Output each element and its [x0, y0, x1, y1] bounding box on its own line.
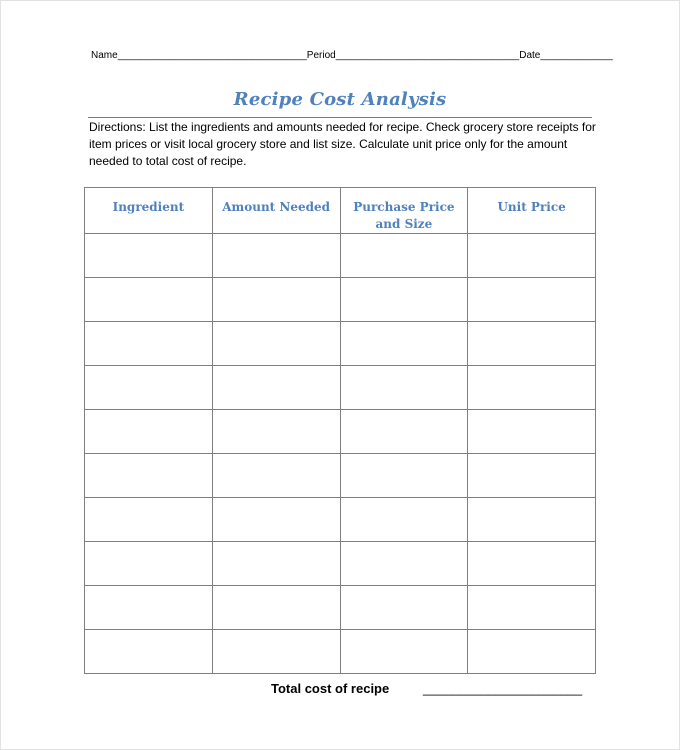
cell-amount-needed[interactable] [212, 454, 340, 498]
table-row [85, 278, 596, 322]
period-label: Period [306, 50, 336, 61]
period-blank: _________________________________ [335, 50, 520, 61]
cell-purchase-price[interactable] [340, 630, 468, 674]
table-row [85, 498, 596, 542]
column-header-ingredient: Ingredient [85, 188, 213, 234]
cell-ingredient[interactable] [85, 278, 213, 322]
column-header-amount-needed: Amount Needed [212, 188, 340, 234]
cell-unit-price[interactable] [468, 410, 596, 454]
table-row [85, 234, 596, 278]
cell-amount-needed[interactable] [212, 542, 340, 586]
date-label: Date [519, 50, 541, 61]
cell-amount-needed[interactable] [212, 498, 340, 542]
table-row [85, 542, 596, 586]
cell-amount-needed[interactable] [212, 278, 340, 322]
cell-unit-price[interactable] [468, 586, 596, 630]
cell-purchase-price[interactable] [340, 234, 468, 278]
cell-purchase-price[interactable] [340, 586, 468, 630]
cell-ingredient[interactable] [85, 498, 213, 542]
cell-purchase-price[interactable] [340, 542, 468, 586]
cell-ingredient[interactable] [85, 586, 213, 630]
directions-text: Directions: List the ingredients and amounts needed for recipe. Check grocery store receipts for item prices or visit local grocery store and list size. Calculate unit price only for the amount needed to total cost of recipe. [89, 120, 596, 168]
cell-amount-needed[interactable] [212, 234, 340, 278]
cell-ingredient[interactable] [85, 454, 213, 498]
cell-purchase-price[interactable] [340, 454, 468, 498]
page-title: Recipe Cost Analysis [233, 89, 447, 110]
name-blank: __________________________________ [117, 50, 307, 61]
recipe-cost-table [84, 187, 596, 674]
table-row [85, 410, 596, 454]
cell-ingredient[interactable] [85, 410, 213, 454]
cell-purchase-price[interactable] [340, 410, 468, 454]
cell-ingredient[interactable] [85, 234, 213, 278]
cell-amount-needed[interactable] [212, 586, 340, 630]
cell-purchase-price[interactable] [340, 278, 468, 322]
cell-amount-needed[interactable] [212, 410, 340, 454]
total-cost-label: Total cost of recipe [271, 681, 390, 696]
cell-ingredient[interactable] [85, 366, 213, 410]
column-header-unit-price: Unit Price [468, 188, 596, 234]
cell-ingredient[interactable] [85, 630, 213, 674]
table-row [85, 630, 596, 674]
table-row [85, 586, 596, 630]
cell-purchase-price[interactable] [340, 366, 468, 410]
cell-amount-needed[interactable] [212, 366, 340, 410]
cell-unit-price[interactable] [468, 322, 596, 366]
cell-amount-needed[interactable] [212, 322, 340, 366]
table-row [85, 454, 596, 498]
name-label: Name [91, 50, 118, 61]
cell-unit-price[interactable] [468, 454, 596, 498]
cell-purchase-price[interactable] [340, 322, 468, 366]
table-row [85, 366, 596, 410]
column-header-purchase-price: Purchase Price and Size [340, 188, 468, 234]
table-header-row [85, 188, 596, 234]
cell-unit-price[interactable] [468, 498, 596, 542]
cell-unit-price[interactable] [468, 366, 596, 410]
cell-purchase-price[interactable] [340, 498, 468, 542]
table-body [85, 234, 596, 674]
student-info-line [91, 50, 613, 61]
cell-ingredient[interactable] [85, 542, 213, 586]
title-underline [88, 117, 592, 118]
cell-amount-needed[interactable] [212, 630, 340, 674]
cell-unit-price[interactable] [468, 234, 596, 278]
cell-unit-price[interactable] [468, 542, 596, 586]
cell-unit-price[interactable] [468, 630, 596, 674]
total-cost-blank: ______________________ [423, 681, 583, 696]
cell-ingredient[interactable] [85, 322, 213, 366]
date-blank: _____________ [540, 50, 613, 61]
cell-unit-price[interactable] [468, 278, 596, 322]
table-row [85, 322, 596, 366]
